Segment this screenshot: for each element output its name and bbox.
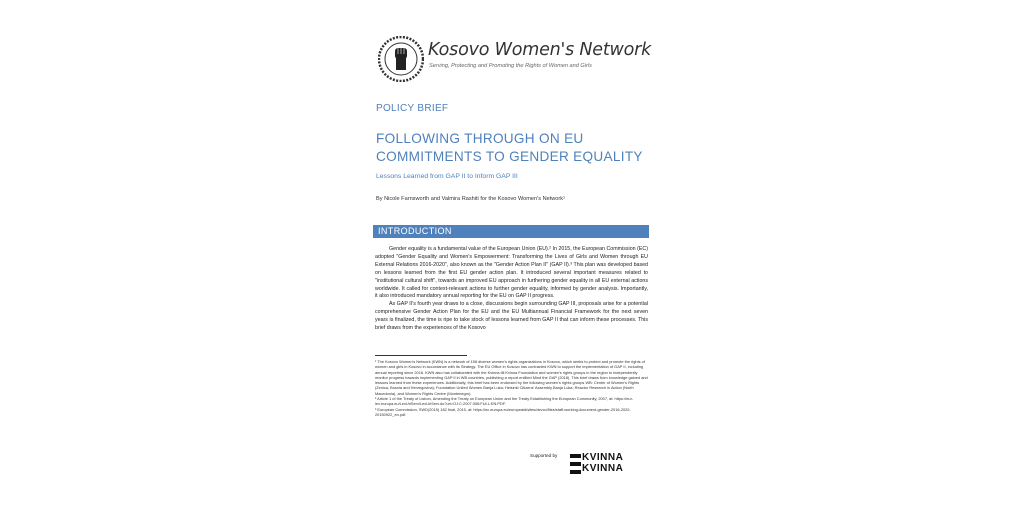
kvinna-bars-icon xyxy=(570,454,581,474)
body-paragraph: As GAP II's fourth year draws to a close, discussions begin surrounding GAP III, proposals arise for a potential comprehensive Gender Action Plan for the EU and the EU Multiannual Financial Framework for the next seven years is finalized, the time is ripe to take stock of lessons learned from GAP II that can inform these processes. This brief draws from the experiences of the Kosovo xyxy=(375,301,648,332)
section-heading-bar xyxy=(373,225,649,238)
footnote: ² Article 1 of the Treaty of Lisbon, Amending the Treaty on European Union and the Treaty Establishing the European Community, 2007, at: https://eur-lex.europa.eu/LexUriServ/LexUriServ.do?uri=OJ:C:2007:306:FULL:EN:PDF. xyxy=(375,396,634,407)
document-subtitle: Lessons Learned from GAP II to Inform GAP III xyxy=(376,173,518,180)
footnote: ¹ The Kosovo Women's Network (KWN) is a network of 158 diverse women's rights organizations in Kosovo, which seeks to protect and promote the rights of women and girls in Kosovo in accordance with its Strategy. The EU Office in Kosovo has contracted KWN to support the implementation of GAP II, including annual reporting since 2016. KWN also has collaborated with the Kvinna till Kvinna Foundation and women's rights groups in the region to independently monitor progress towards implementing GAP II in WB countries, publishing a report entitled Mind the GAP (2018). This brief draws from knowledge gained and lessons learned from these experiences. Additionally, this brief has been endorsed by the following women's rights groups WB: Center of Women's Rights (Zenica, Bosnia and Herzegovina); Foundation United Women Banja Luka; Helsinki Citizens' Assembly Banja Luka; Reactor Research in Action (North Macedonia), and Women's Rights Centre (Montenegro). xyxy=(375,359,648,396)
kvinna-logo xyxy=(570,449,648,475)
policy-brief-page xyxy=(370,0,652,507)
footnote-divider xyxy=(375,355,467,356)
document-type-label: POLICY BRIEF xyxy=(376,103,449,114)
kvinna-logo-line1: KVINNA xyxy=(582,452,624,463)
body-paragraph: Gender equality is a fundamental value of the European Union (EU).² In 2015, the European Commission (EC) adopted "Gender Equality and Women's Empowerment: Transforming the Lives of Girls and Women through EU External Relations 2016-2020", also known as the "Gender Action Plan II" (GAP II).³ This plan was developed based on lessons learned from the first EU gender action plan. It introduced several important measures related to "institutional cultural shift", towards an improved EU approach in furthering gender equality in all EU external actions worldwide. It called for context-relevant actions to further gender equality, informed by gender analysis. Importantly, it also introduced mandatory annual reporting for the EU on GAP II progress. xyxy=(375,246,648,300)
body-text xyxy=(375,246,648,333)
org-tagline: Serving, Protecting and Promoting the Rights of Women and Girls xyxy=(429,63,592,69)
kwn-logo-icon xyxy=(378,36,424,82)
footnote: ³ European Commission, SWD(2015) 182 final, 2015, at: https://ec.europa.eu/europeaid/sites/devco/files/staff-working-document-gender-2016-2020-20150922_en.pdf. xyxy=(375,406,631,417)
section-heading: INTRODUCTION xyxy=(378,226,452,236)
kvinna-logo-line2: KVINNA xyxy=(582,463,624,474)
document-title: FOLLOWING THROUGH ON EU COMMITMENTS TO GENDER EQUALITY xyxy=(376,131,643,164)
org-name: Kosovo Women's Network xyxy=(428,40,652,60)
document-authors: By Nicole Farnsworth and Valmira Rashiti for the Kosovo Women's Network¹ xyxy=(376,196,565,202)
footnotes xyxy=(375,359,648,417)
supported-by-label: Supported by xyxy=(530,453,558,458)
